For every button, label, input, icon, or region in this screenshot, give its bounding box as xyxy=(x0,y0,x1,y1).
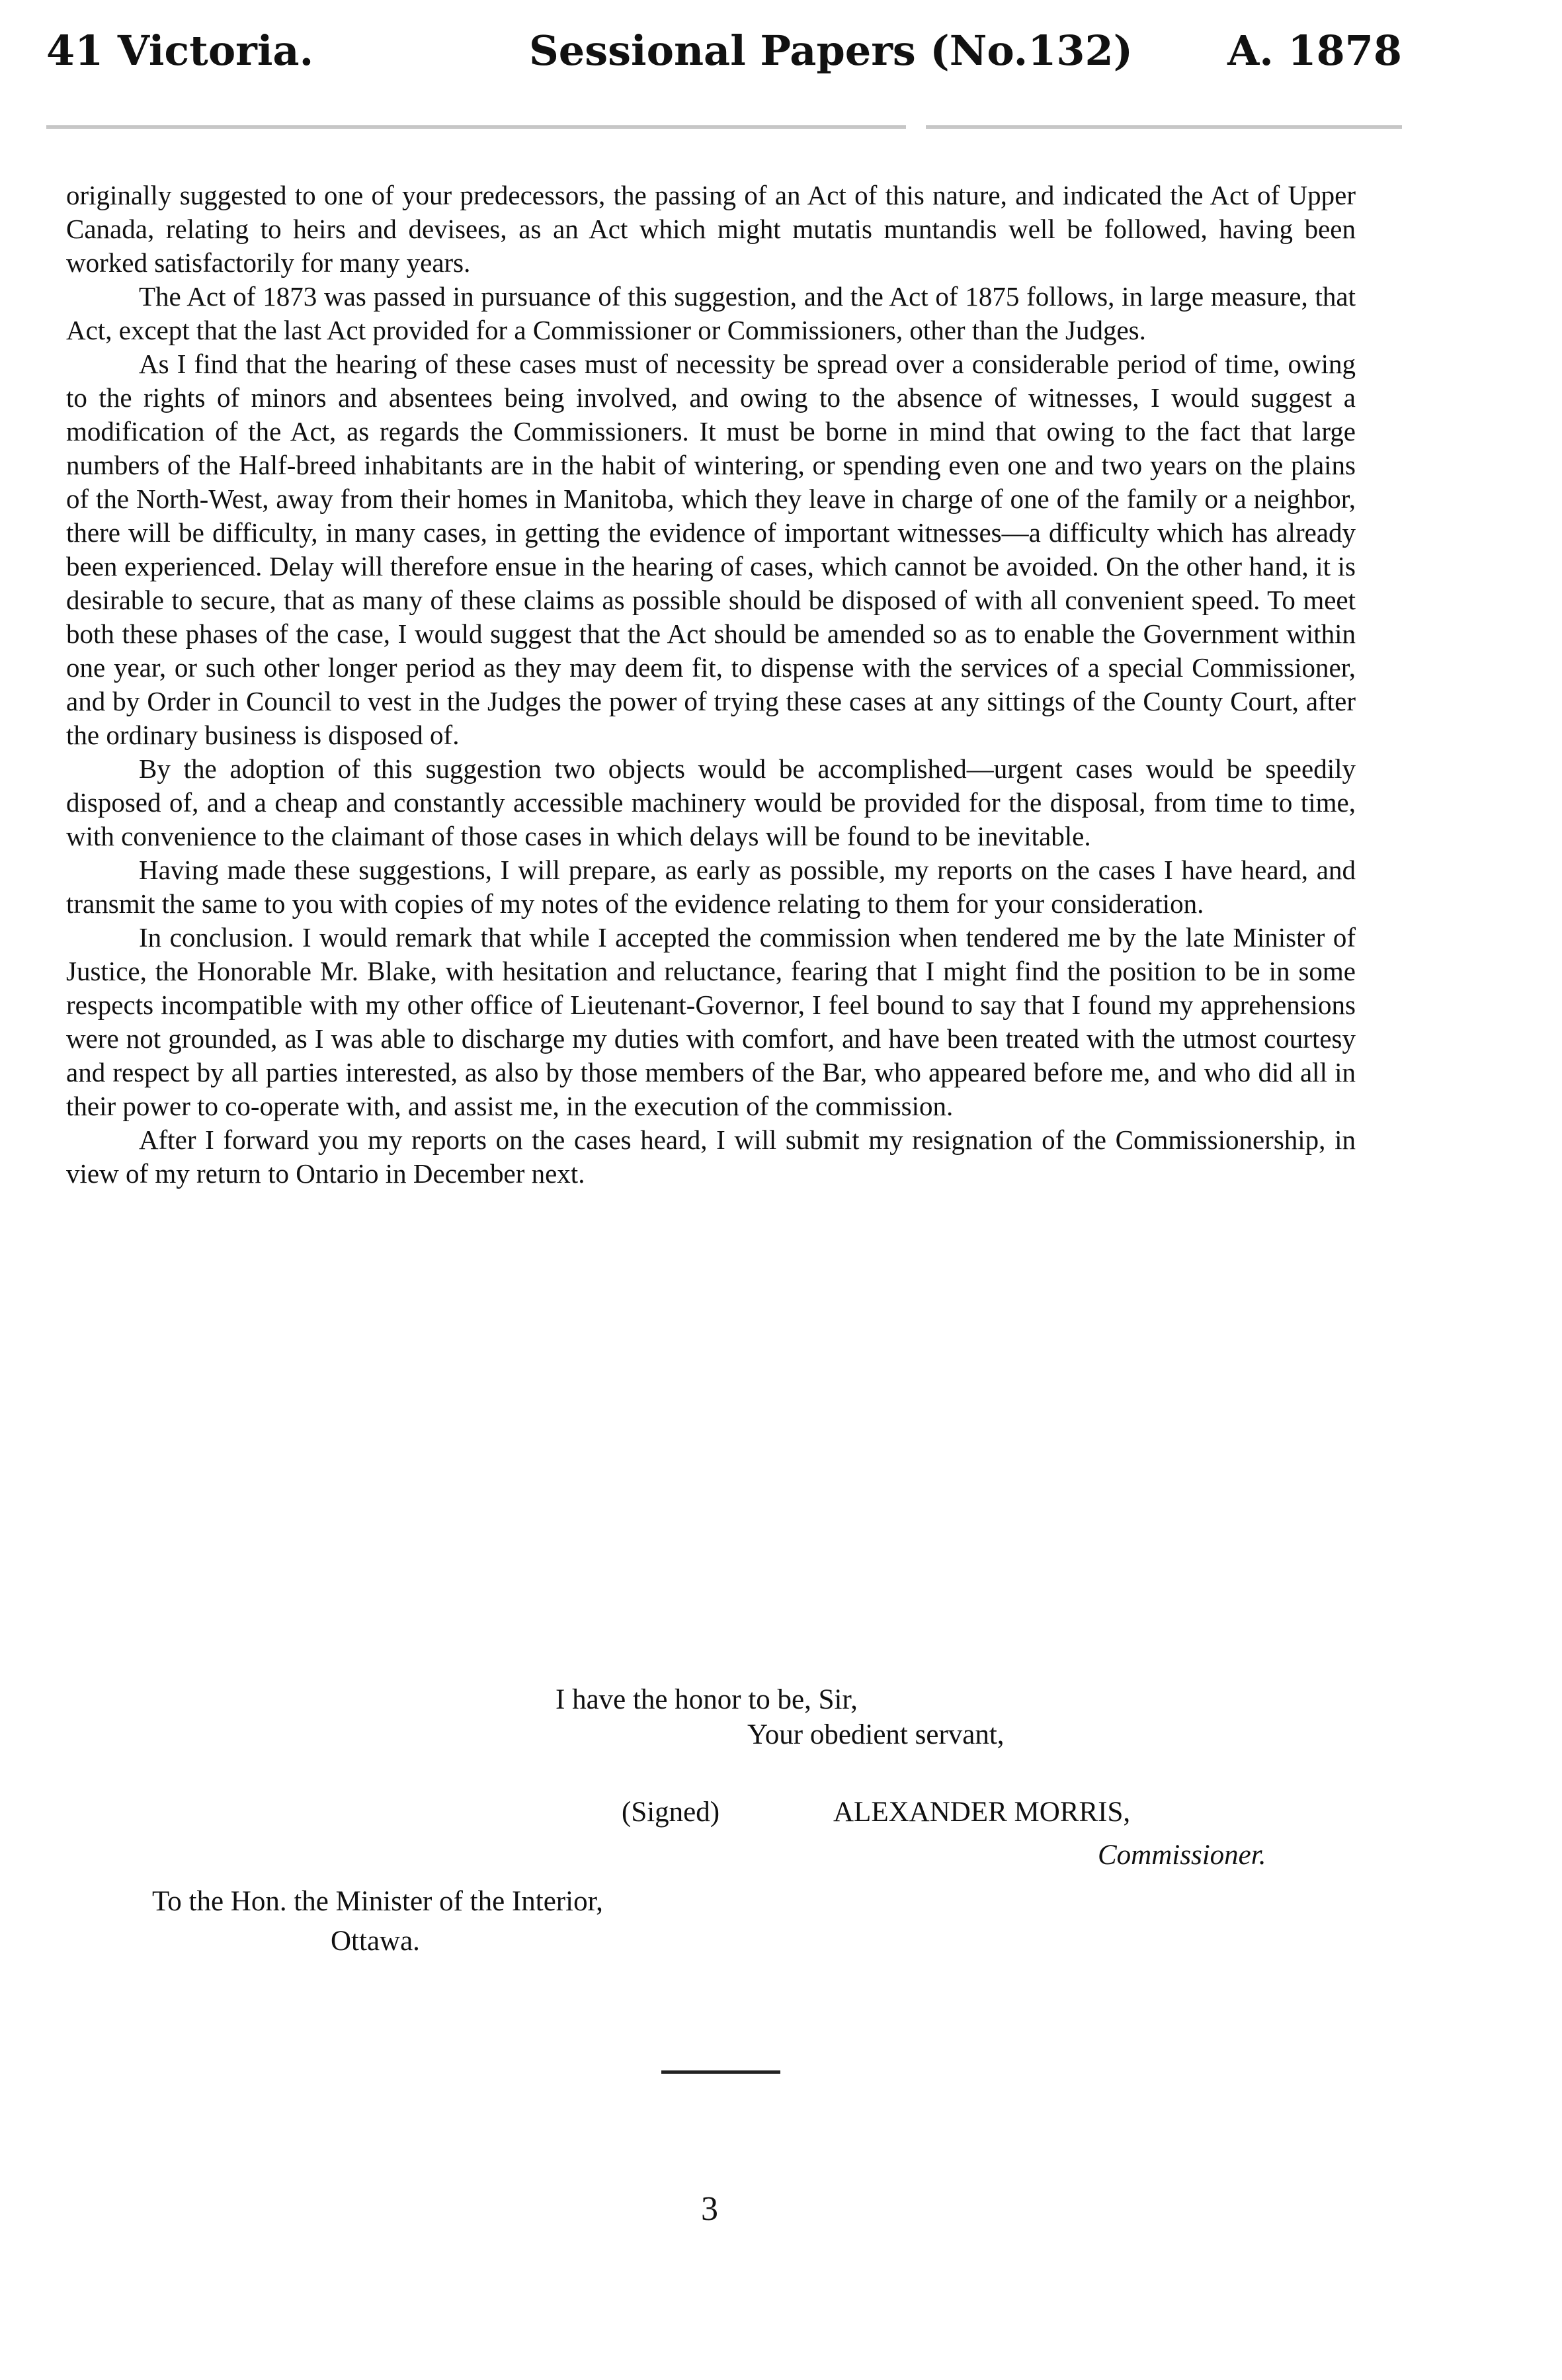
header-center: Sessional Papers (No.132) xyxy=(529,26,1133,75)
address-line-2: Ottawa. xyxy=(331,1926,420,1957)
address-line-1: To the Hon. the Minister of the Interior, xyxy=(152,1886,603,1917)
paragraph: The Act of 1873 was passed in pursuance of this suggestion, and the Act of 1875 follows, in large measure, that Act, except that the last Act provided for a Commissioner or Commissioners, other than the Judges. xyxy=(66,281,1356,345)
paragraph: originally suggested to one of your predecessors, the passing of an Act of this nature, and indicated the Act of Upper Canada, relating to heirs and devisees, as an Act which might mutatis muntandis well be followed, having been worked satisfactorily for many years. xyxy=(66,180,1356,278)
paragraph: As I find that the hearing of these cases must of necessity be spread over a considerable period of time, owing to the rights of minors and absentees being involved, and owing to the absence of witnesses, I would suggest a modification of the Act, as regards the Commissioners. It must be borne in mind that owing to the fact that large numbers of the Half-breed inhabitants are in the habit of wintering, or spending even one and two years on the plains of the North-West, away from their homes in Manitoba, which they leave in charge of one of the family or a neighbor, there will be difficulty, in many cases, in getting the evidence of important witnesses—a difficulty which has already been experienced. Delay will therefore ensue in the hearing of cases, which cannot be avoided. On the other hand, it is desirable to secure, that as many of these claims as possible should be disposed of with all convenient speed. To meet both these phases of the case, I would suggest that the Act should be amended so as to enable the Government within one year, or such other longer period as they may deem fit, to dispense with the services of a special Commissioner, and by Order in Council to vest in the Judges the power of trying these cases at any sittings of the County Court, after the ordinary business is disposed of. xyxy=(66,349,1356,750)
page-header xyxy=(46,26,1402,99)
end-rule xyxy=(661,2070,780,2074)
header-left: 41 Victoria. xyxy=(46,26,314,75)
header-rule-right xyxy=(926,126,1402,134)
paragraph: In conclusion. I would remark that while I accepted the commission when tendered me by the late Minister of Justice, the Honorable Mr. Blake, with hesitation and reluctance, fearing that I might find the position to be in some respects incompatible with my other office of Lieutenant-Governor, I feel bound to say that I found my apprehensions were not grounded, as I was able to discharge my duties with comfort, and have been treated with the utmost courtesy and respect by all parties interested, as also by those members of the Bar, who appeared before me, and who did all in their power to co-operate with, and assist me, in the execution of the commission. xyxy=(66,922,1356,1121)
letter-body xyxy=(66,179,1356,1191)
paragraph: Having made these suggestions, I will prepare, as early as possible, my reports on the cases I have heard, and transmit the same to you with copies of my notes of the evidence relating to them for your consideration. xyxy=(66,855,1356,919)
closing-line-2: Your obedient servant, xyxy=(747,1719,1005,1750)
signed-label: (Signed) xyxy=(622,1797,720,1828)
page-number: 3 xyxy=(701,2190,718,2228)
signer-title: Commissioner. xyxy=(1098,1840,1266,1871)
header-right: A. 1878 xyxy=(1227,26,1402,75)
paragraph: By the adoption of this suggestion two objects would be accomplished—urgent cases would be speedily disposed of, and a cheap and constantly accessible machinery would be provided for the disposal, from time to time, with convenience to the claimant of those cases in which delays will be found to be inevitable. xyxy=(66,753,1356,851)
paragraph: After I forward you my reports on the cases heard, I will submit my resignation of the Commissionership, in view of my return to Ontario in December next. xyxy=(66,1125,1356,1189)
signer-name: ALEXANDER MORRIS, xyxy=(833,1797,1131,1828)
header-rule-left xyxy=(46,126,906,134)
closing-line-1: I have the honor to be, Sir, xyxy=(555,1684,858,1715)
